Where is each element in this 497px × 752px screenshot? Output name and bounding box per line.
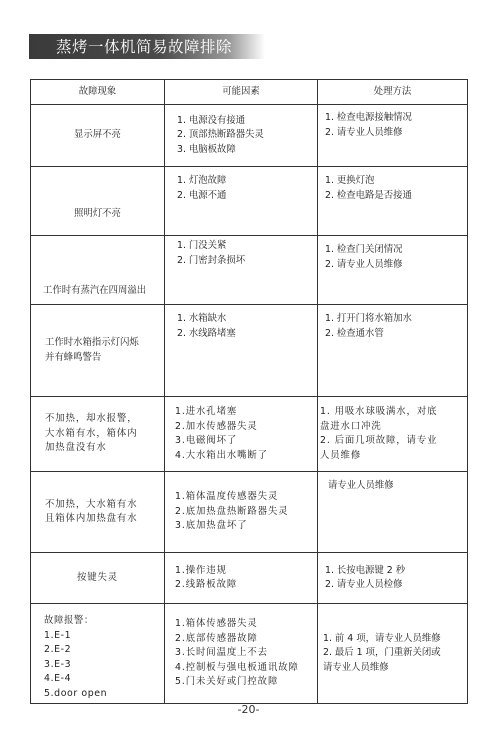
- symptom-line: 且箱体内加热盘有水: [45, 513, 138, 524]
- table-row: [31, 472, 468, 553]
- solution-line: 2. 请专业人员维修: [325, 258, 403, 270]
- cause-line: 1. 电源没有接通: [177, 114, 246, 126]
- symptom-line: 故障报警：: [44, 615, 94, 626]
- solution-line: 人员维修: [320, 449, 362, 461]
- table-row: [31, 105, 468, 167]
- cause-line: 2.线路板故障: [175, 579, 238, 590]
- solution-line: 2. 最后 1 项，门重新关闭或: [323, 647, 441, 659]
- solution-line: 2. 请专业人员维修: [325, 126, 403, 138]
- symptom-line: 1.E-1: [44, 629, 72, 641]
- symptom-cell: [31, 397, 165, 472]
- solution-cell: [318, 105, 468, 167]
- solution-line: 请专业人员维修: [328, 480, 394, 491]
- cause-line: 2. 门密封条损坏: [177, 254, 246, 266]
- table-row: [31, 397, 468, 472]
- cause-cell: [165, 236, 318, 305]
- cause-line: 1. 门没关紧: [177, 240, 227, 251]
- solution-cell: [318, 236, 468, 305]
- symptom-line: 照明灯不亮: [74, 207, 121, 219]
- symptom-line: 工作时有蒸汽在四周溢出: [43, 284, 147, 296]
- symptom-line: 5.door open: [44, 687, 108, 699]
- solution-line: 2. 后面几项故障，请专业: [320, 435, 438, 446]
- symptom-line: 不加热，却水报警，: [45, 413, 138, 425]
- cause-cell: [165, 167, 318, 236]
- solution-line: 1. 检查门关闭情况: [325, 244, 403, 255]
- symptom-cell: [31, 105, 165, 167]
- troubleshooting-table: [30, 79, 468, 704]
- cause-cell: [165, 105, 318, 167]
- symptom-line: 不加热，大水箱有水: [45, 498, 138, 510]
- cause-line: 2.底加热盘热断路器失灵: [175, 505, 289, 517]
- cause-line: 3.长时间温度上不去: [175, 647, 268, 659]
- solution-cell: [318, 604, 468, 704]
- solution-line: 1. 前 4 项，请专业人员维修: [323, 632, 441, 644]
- solution-line: 1. 长按电源键 2 秒: [325, 564, 406, 576]
- cause-cell: [165, 604, 318, 704]
- symptom-line: 3.E-3: [44, 658, 72, 670]
- cause-line: 4.大水箱出水嘴断了: [175, 449, 268, 461]
- symptom-cell: [31, 236, 165, 305]
- cause-line: 2. 水线路堵塞: [177, 327, 236, 339]
- solution-line: 2. 检查通水管: [325, 327, 384, 339]
- solution-cell: [318, 167, 468, 236]
- solution-line: 1. 更换灯泡: [325, 175, 375, 186]
- solution-line: 请专业人员维修: [323, 661, 389, 673]
- symptom-cell: [31, 553, 165, 604]
- symptom-line: 按键失灵: [76, 571, 119, 583]
- symptom-line: 加热盘没有水: [45, 442, 107, 454]
- symptom-cell: [31, 167, 165, 236]
- solution-cell: [318, 472, 468, 553]
- cause-line: 3.电磁阀坏了: [175, 435, 238, 446]
- solution-line: 1. 打开门将水箱加水: [325, 313, 412, 324]
- header-solution: 处理方法: [318, 80, 468, 105]
- cause-line: 1.箱体温度传感器失灵: [175, 491, 279, 503]
- solution-line: 2. 检查电路是否接通: [325, 189, 412, 201]
- cause-cell: [165, 397, 318, 472]
- solution-cell: [318, 553, 468, 604]
- symptom-cell: [31, 472, 165, 553]
- cause-line: 2.加水传感器失灵: [175, 420, 258, 432]
- table-row: [31, 236, 468, 305]
- cause-line: 2. 顶部热断路器失灵: [177, 129, 264, 141]
- cause-line: 1.操作违规: [175, 564, 227, 576]
- solution-line: 2. 请专业人员检修: [325, 579, 403, 590]
- page-title: 蒸烤一体机简易故障排除: [56, 38, 233, 56]
- solution-cell: [318, 397, 468, 472]
- cause-line: 3.底加热盘坏了: [175, 520, 248, 532]
- solution-line: 1. 用吸水球吸满水，对底: [320, 406, 438, 417]
- page-number: -20-: [237, 703, 260, 716]
- table-row: [31, 553, 468, 604]
- table-row: [31, 604, 468, 704]
- header-symptom: 故障现象: [31, 80, 165, 105]
- cause-line: 1. 灯泡故障: [177, 175, 227, 186]
- cause-cell: [165, 305, 318, 397]
- symptom-line: 4.E-4: [44, 673, 72, 684]
- cause-line: 3. 电脑板故障: [177, 143, 236, 155]
- symptom-cell: [31, 604, 165, 704]
- table-header-row: [31, 80, 468, 105]
- symptom-cell: [31, 305, 165, 397]
- table-row: [31, 305, 468, 397]
- cause-line: 4.控制板与强电板通讯故障: [175, 661, 299, 673]
- cause-line: 2.底部传感器故障: [175, 632, 258, 644]
- solution-cell: [318, 305, 468, 397]
- cause-line: 5.门未关好或门控故障: [175, 676, 279, 688]
- cause-line: 1.箱体传感器失灵: [175, 618, 258, 630]
- cause-line: 1.进水孔堵塞: [175, 406, 238, 417]
- cause-line: 1. 水箱缺水: [177, 313, 227, 324]
- symptom-line: 2.E-2: [44, 644, 72, 655]
- symptom-line: 大水箱有水，箱体内: [45, 427, 138, 439]
- header-cause: 可能因素: [165, 80, 318, 105]
- table-row: [31, 167, 468, 236]
- solution-line: 1. 检查电源接触情况: [325, 112, 412, 123]
- symptom-line: 工作时水箱指示灯闪烁: [45, 337, 139, 348]
- cause-cell: [165, 553, 318, 604]
- symptom-line: 显示屏不亮: [74, 129, 121, 141]
- solution-line: 盘进水口冲洗: [320, 420, 382, 432]
- symptom-line: 并有蜂鸣警告: [45, 351, 102, 363]
- cause-line: 2. 电源不通: [177, 189, 227, 201]
- cause-cell: [165, 472, 318, 553]
